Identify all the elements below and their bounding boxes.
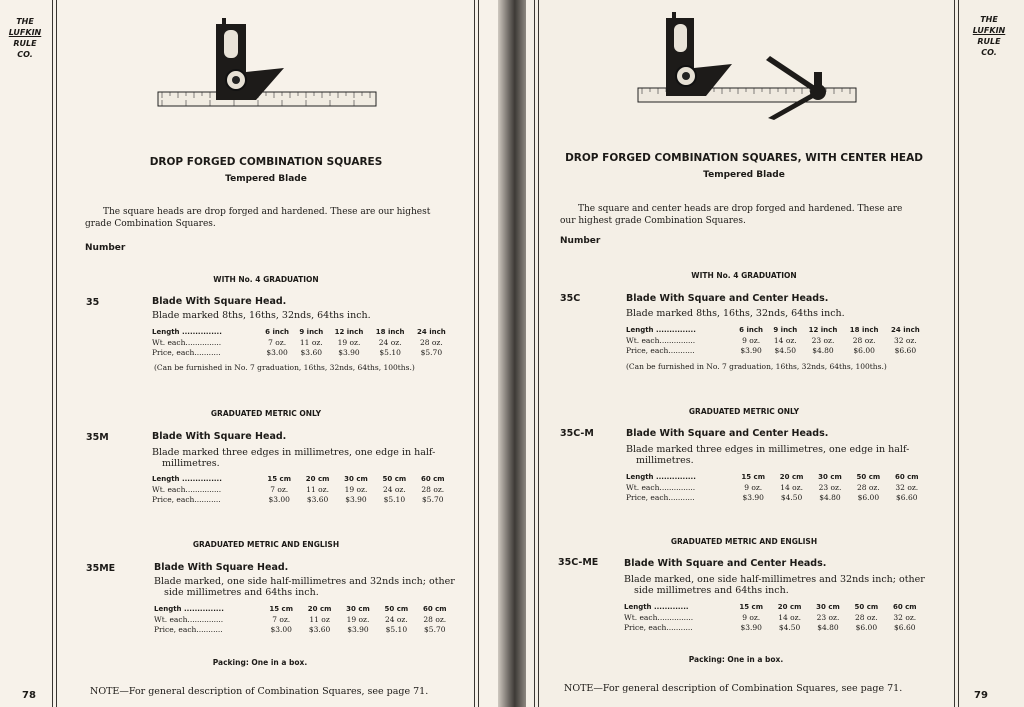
weight-value: 9 oz. — [742, 335, 761, 345]
price-value: $4.50 — [780, 492, 803, 502]
length-row — [154, 604, 454, 614]
logo-line: CO. — [981, 48, 997, 57]
item-description — [154, 576, 464, 598]
price-value: $3.90 — [338, 347, 360, 357]
price-row — [626, 492, 926, 502]
graduation-note: (Can be furnished in No. 7 graduation, 16ths, 32nds, 64ths, 100ths.) — [154, 363, 415, 372]
weight-label: Wt. each............... — [624, 612, 694, 622]
weight-value: 11 oz — [309, 614, 330, 624]
length-label: Length ............... — [626, 473, 696, 481]
item-number: 35 — [86, 297, 100, 308]
margin-rule — [478, 0, 479, 707]
left-page — [0, 0, 498, 707]
weight-value: 24 oz. — [378, 337, 402, 347]
company-logo — [2, 16, 48, 60]
weight-value: 7 oz. — [272, 614, 291, 624]
weight-value: 23 oz. — [811, 335, 835, 345]
logo-line: LUFKIN — [972, 26, 1006, 35]
length-row — [626, 325, 926, 335]
description-line: Blade marked, one side half-millimetres and 32nds inch; other — [624, 574, 925, 585]
length-value: 60 cm — [892, 603, 917, 611]
price-value: $4.50 — [778, 622, 801, 632]
length-value: 24 inch — [417, 328, 446, 336]
length-label: Length ............... — [152, 328, 222, 336]
footnote: NOTE—For general description of Combination Squares, see page 71. — [90, 686, 429, 697]
length-value: 60 cm — [420, 475, 445, 483]
intro-line: our highest grade Combination Squares. — [560, 216, 746, 226]
length-value: 15 cm — [267, 475, 291, 483]
graduation-note: (Can be furnished in No. 7 graduation, 16ths, 32nds, 64ths, 100ths.) — [626, 362, 887, 371]
length-value: 15 cm — [269, 605, 293, 613]
weight-row — [154, 614, 454, 624]
length-value: 18 inch — [849, 326, 879, 334]
weight-label: Wt. each............... — [626, 482, 696, 492]
length-value: 12 inch — [334, 328, 364, 336]
weight-row — [624, 612, 924, 622]
item-number: 35M — [86, 432, 109, 443]
price-value: $5.10 — [383, 494, 406, 504]
weight-value: 24 oz. — [384, 614, 408, 624]
logo-line: RULE — [977, 37, 1001, 46]
length-value: 15 cm — [739, 603, 763, 611]
weight-value: 24 oz. — [382, 484, 406, 494]
item-description — [626, 308, 946, 319]
price-value: $5.70 — [424, 624, 446, 634]
price-value: $5.10 — [385, 624, 408, 634]
length-value: 30 cm — [346, 605, 370, 613]
weight-value: 28 oz. — [423, 614, 447, 624]
margin-rule — [954, 0, 955, 707]
item-description — [626, 444, 946, 466]
item-title: Blade With Square Head. — [152, 431, 287, 442]
price-label: Price, each........... — [152, 494, 221, 504]
weight-value: 14 oz. — [773, 335, 797, 345]
weight-label: Wt. each............... — [626, 335, 696, 345]
length-value: 20 cm — [777, 603, 802, 611]
weight-value: 11 oz. — [306, 484, 329, 494]
item-number: 35C — [560, 293, 581, 304]
weight-value: 28 oz. — [419, 337, 443, 347]
length-value: 20 cm — [779, 473, 804, 481]
weight-value: 23 oz. — [816, 612, 840, 622]
description-line: millimetres. — [162, 458, 220, 469]
length-value: 50 cm — [856, 473, 881, 481]
number-column-header: Number — [85, 243, 126, 253]
price-value: $3.60 — [300, 347, 323, 357]
weight-row — [152, 337, 452, 347]
length-label: Length ............... — [154, 605, 224, 613]
packing-note: Packing: One in a box. — [688, 655, 784, 664]
intro-line: The square and center heads are drop forged and hardened. These are — [578, 204, 903, 214]
length-value: 20 cm — [305, 475, 330, 483]
page-subtitle: Tempered Blade — [225, 174, 307, 184]
spec-table — [626, 325, 926, 355]
price-row — [154, 624, 454, 634]
weight-value: 32 oz. — [893, 335, 917, 345]
item-title: Blade With Square and Center Heads. — [624, 558, 827, 569]
intro-line: The square heads are drop forged and hardened. These are our highest — [103, 207, 431, 217]
price-value: $5.70 — [420, 347, 443, 357]
length-value: 20 cm — [307, 605, 332, 613]
price-value: $5.70 — [422, 494, 444, 504]
weight-value: 11 oz. — [299, 337, 323, 347]
logo-line: CO. — [17, 50, 33, 59]
item-title: Blade With Square Head. — [154, 562, 289, 573]
price-value: $3.90 — [742, 492, 764, 502]
weight-value: 28 oz. — [852, 335, 876, 345]
weight-row — [626, 482, 926, 492]
section-header: WITH No. 4 GRADUATION — [691, 271, 797, 280]
item-number: 35ME — [86, 563, 116, 574]
price-row — [624, 622, 924, 632]
length-value: 50 cm — [382, 475, 407, 483]
page-title: DROP FORGED COMBINATION SQUARES, WITH CENTER HEAD — [565, 152, 923, 164]
length-value: 50 cm — [854, 603, 879, 611]
intro-paragraph — [560, 203, 940, 227]
price-value: $6.60 — [894, 622, 916, 632]
logo-line: LUFKIN — [8, 28, 42, 37]
price-value: $6.60 — [894, 345, 917, 355]
section-header: GRADUATED METRIC ONLY — [210, 409, 322, 418]
length-label: Length ............... — [626, 326, 696, 334]
length-value: 30 cm — [818, 473, 842, 481]
price-value: $3.00 — [268, 494, 290, 504]
weight-value: 9 oz. — [742, 612, 761, 622]
spec-table — [624, 602, 924, 632]
description-line: side millimetres and 64ths inch. — [164, 587, 319, 598]
length-value: 6 inch — [739, 326, 763, 334]
section-header: WITH No. 4 GRADUATION — [213, 275, 319, 284]
price-row — [626, 345, 926, 355]
length-value: 30 cm — [816, 603, 840, 611]
weight-row — [152, 484, 452, 494]
combination-square-illustration — [156, 18, 378, 114]
weight-label: Wt. each............... — [152, 484, 222, 494]
length-value: 15 cm — [741, 473, 765, 481]
item-description — [624, 574, 944, 596]
price-value: $3.00 — [270, 624, 292, 634]
number-column-header: Number — [560, 236, 601, 246]
item-title: Blade With Square and Center Heads. — [626, 428, 829, 439]
description-line: Blade marked 8ths, 16ths, 32nds, 64ths inch. — [626, 308, 845, 319]
intro-line: grade Combination Squares. — [85, 219, 216, 229]
length-value: 9 inch — [773, 326, 798, 334]
spec-table — [152, 474, 452, 504]
price-value: $6.00 — [853, 345, 875, 355]
margin-rule — [534, 0, 535, 707]
item-title: Blade With Square and Center Heads. — [626, 293, 829, 304]
price-value: $3.90 — [345, 494, 367, 504]
margin-rule — [474, 0, 475, 707]
length-row — [152, 474, 452, 484]
description-line: Blade marked, one side half-millimetres and 32nds inch; other — [154, 576, 455, 587]
weight-value: 19 oz. — [346, 614, 370, 624]
book-spine — [498, 0, 526, 707]
length-value: 6 inch — [265, 328, 289, 336]
page-subtitle: Tempered Blade — [703, 170, 785, 180]
description-line: Blade marked three edges in millimetres, one edge in half- — [626, 444, 910, 455]
length-value: 9 inch — [299, 328, 324, 336]
weight-value: 19 oz. — [344, 484, 368, 494]
length-value: 24 inch — [891, 326, 920, 334]
description-line: millimetres. — [636, 455, 694, 466]
company-logo — [966, 14, 1012, 58]
weight-value: 14 oz. — [778, 612, 801, 622]
length-value: 50 cm — [384, 605, 409, 613]
weight-value: 7 oz. — [268, 337, 287, 347]
price-value: $6.00 — [855, 622, 878, 632]
footnote: NOTE—For general description of Combination Squares, see page 71. — [564, 683, 903, 694]
weight-label: Wt. each............... — [152, 337, 222, 347]
section-header: GRADUATED METRIC AND ENGLISH — [670, 537, 818, 546]
weight-value: 28 oz. — [854, 612, 878, 622]
weight-value: 7 oz. — [270, 484, 289, 494]
spec-table — [154, 604, 454, 634]
price-label: Price, each........... — [154, 624, 223, 634]
price-value: $4.80 — [812, 345, 834, 355]
weight-value: 32 oz. — [895, 482, 919, 492]
length-row — [626, 472, 926, 482]
length-label: Length ............. — [624, 603, 689, 611]
price-value: $3.00 — [266, 347, 288, 357]
combination-square-center-head-illustration — [636, 12, 858, 124]
page-number: 79 — [974, 690, 988, 701]
spec-table — [152, 327, 452, 357]
page-title: DROP FORGED COMBINATION SQUARES — [149, 156, 383, 168]
price-value: $3.60 — [306, 494, 329, 504]
logo-line: THE — [16, 17, 34, 26]
margin-rule — [958, 0, 959, 707]
price-label: Price, each........... — [152, 347, 221, 357]
spec-table — [626, 472, 926, 502]
length-label: Length ............... — [152, 475, 222, 483]
price-label: Price, each........... — [624, 622, 693, 632]
price-value: $6.60 — [896, 492, 918, 502]
packing-note: Packing: One in a box. — [212, 658, 308, 667]
price-value: $3.90 — [347, 624, 369, 634]
weight-value: 14 oz. — [780, 482, 803, 492]
intro-paragraph — [85, 206, 465, 230]
weight-row — [626, 335, 926, 345]
price-value: $3.60 — [308, 624, 331, 634]
weight-value: 32 oz. — [893, 612, 917, 622]
price-row — [152, 494, 452, 504]
length-row — [624, 602, 924, 612]
length-value: 18 inch — [375, 328, 405, 336]
price-value: $4.50 — [774, 345, 797, 355]
page-number: 78 — [22, 690, 36, 701]
section-header: GRADUATED METRIC ONLY — [688, 407, 800, 416]
margin-rule — [56, 0, 57, 707]
item-description — [152, 310, 462, 321]
weight-value: 9 oz. — [744, 482, 763, 492]
weight-value: 23 oz. — [818, 482, 842, 492]
logo-line: RULE — [13, 39, 37, 48]
weight-label: Wt. each............... — [154, 614, 224, 624]
description-line: side millimetres and 64ths inch. — [634, 585, 789, 596]
price-label: Price, each........... — [626, 492, 695, 502]
price-value: $6.00 — [857, 492, 880, 502]
length-row — [152, 327, 452, 337]
weight-value: 19 oz. — [337, 337, 361, 347]
length-value: 60 cm — [422, 605, 447, 613]
length-value: 60 cm — [894, 473, 919, 481]
price-value: $4.80 — [819, 492, 841, 502]
price-value: $5.10 — [379, 347, 401, 357]
margin-rule — [538, 0, 539, 707]
weight-value: 28 oz. — [856, 482, 880, 492]
price-row — [152, 347, 452, 357]
item-title: Blade With Square Head. — [152, 296, 287, 307]
margin-rule — [52, 0, 53, 707]
item-number: 35C-ME — [558, 557, 599, 568]
length-value: 12 inch — [808, 326, 838, 334]
price-label: Price, each........... — [626, 345, 695, 355]
weight-value: 28 oz. — [421, 484, 445, 494]
logo-line: THE — [980, 15, 998, 24]
section-header: GRADUATED METRIC AND ENGLISH — [192, 540, 340, 549]
price-value: $3.90 — [740, 345, 762, 355]
description-line: Blade marked three edges in millimetres, one edge in half- — [152, 447, 436, 458]
item-number: 35C-M — [560, 428, 594, 439]
item-description — [152, 447, 462, 469]
price-value: $4.80 — [817, 622, 839, 632]
right-page — [526, 0, 1024, 707]
price-value: $3.90 — [740, 622, 762, 632]
description-line: Blade marked 8ths, 16ths, 32nds, 64ths inch. — [152, 310, 371, 321]
length-value: 30 cm — [344, 475, 368, 483]
